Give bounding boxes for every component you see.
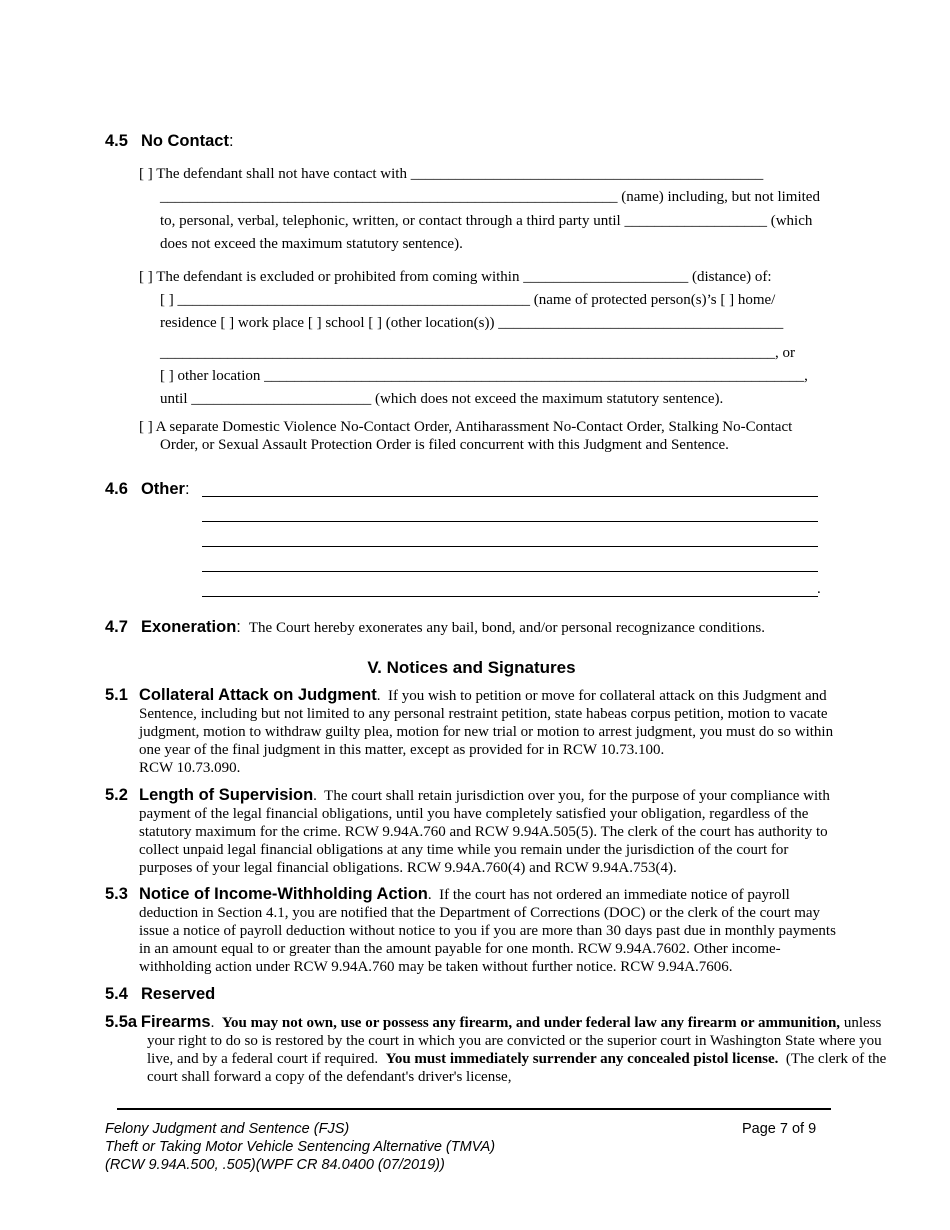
section-title: Length of Supervision (139, 786, 314, 804)
footer-line-3: (RCW 9.94A.500, .505)(WPF CR 84.0400 (07/2019)) (105, 1157, 445, 1173)
income-withholding-text: If the court has not ordered an immediate notice of payroll deduction in Section 4.1, you are notified that the Department of Corrections (DOC) or the clerk of the court may issue a notice of payroll deduction without notice to you if you are more than 30 days past due in monthly payments in an amount equal to or greater than the amount payable for one month. RCW 9.94A.7602. Other income-withholding action under RCW 9.94A.760 may be taken without further notice. RCW 9.94A.7606. (139, 887, 836, 975)
section-4-6-heading: 4.6 Other: (105, 480, 190, 498)
no-contact-line-4: does not exceed the maximum statutory sentence). (160, 236, 463, 252)
section-title: Reserved (140, 985, 216, 1003)
section-number: 5.5a (105, 1013, 138, 1031)
section-5-1-number: 5.1 (105, 686, 128, 704)
section-title: Firearms (140, 1013, 211, 1031)
section-5-3-body: Notice of Income-Withholding Action. If the court has not ordered an immediate notice of payroll deduction in Section 4.1, you are notified that the Department of Corrections (DOC) or the clerk of the court may issue a notice of payroll deduction without notice to you if you are more than 30 days past due in monthly payments in an amount equal to or greater than the amount payable for one month. RCW 9.94A.7602. Other income-withholding action under RCW 9.94A.760 may be taken without further notice. RCW 9.94A.7606. (139, 885, 836, 975)
firearms-text-2: (The clerk of the court shall forward a copy of the defendant's driver's license, (147, 1051, 887, 1085)
firearms-text-1: unless your right to do so is restored by the court in which you are convicted or the superior court in Washington State where you live, and by a federal court if required. (147, 1015, 882, 1067)
section-v-title: V. Notices and Signatures (367, 658, 576, 677)
exclusion-line-1: [ ] The defendant is excluded or prohibited from coming within ______________________ (distance) of: (139, 269, 772, 285)
section-title: No Contact (140, 132, 229, 150)
section-5-2-body: Length of Supervision. The court shall retain jurisdiction over you, for the purpose of your compliance with payment of the legal financial obligations, until you have completely satisfied your obligation, regardless of the statutory maximum for the crime. RCW 9.94A.760 and RCW 9.94A.505(5). The clerk of the court has authority to collect unpaid legal financial obligations at any time while you remain under the jurisdiction of the court for purposes of your legal financial obligations. RCW 9.94A.760(4) and RCW 9.94A.753(4). (139, 786, 830, 876)
no-contact-line-3: to, personal, verbal, telephonic, written, or contact through a third party until ___________________ (which (160, 213, 813, 229)
supervision-text: The court shall retain jurisdiction over you, for the purpose of your compliance with payment of the legal financial obligations, until you have completely satisfied your obligation, regardless of the statutory maximum for the crime. RCW 9.94A.760 and RCW 9.94A.505(5). The clerk of the court has authority to collect unpaid legal financial obligations at any time while you remain under the jurisdiction of the court for purposes of your legal financial obligations. RCW 9.94A.760(4) and RCW 9.94A.753(4). (139, 788, 830, 876)
other-blank-line-2 (202, 521, 818, 522)
no-contact-line-1: [ ] The defendant shall not have contact with _______________________________________________ (139, 166, 764, 182)
other-blank-line-4 (202, 571, 818, 572)
section-5-2-number: 5.2 (105, 786, 128, 804)
section-title: Collateral Attack on Judgment (139, 686, 377, 704)
page-number: Page 7 of 9 (742, 1121, 817, 1137)
collateral-attack-cite: RCW 10.73.090. (139, 760, 241, 776)
section-5-3-number: 5.3 (105, 885, 128, 903)
section-number: 4.7 (105, 618, 128, 636)
section-5-4-heading (105, 984, 215, 1004)
exclusion-line-6: until ________________________ (which does not exceed the maximum statutory sentence). (160, 391, 724, 407)
footer-line-2: Theft or Taking Motor Vehicle Sentencing Alternative (TMVA) (105, 1139, 496, 1155)
collateral-attack-text: If you wish to petition or move for collateral attack on this Judgment and Sentence, including but not limited to any personal restraint petition, state habeas corpus petition, motion to vacate judgment, motion to withdraw guilty plea, motion for new trial or motion to arrest judgment, you must do so within one year of the final judgment in this matter, except as provided for in RCW 10.73.100. (139, 688, 834, 758)
exclusion-line-2: [ ] _______________________________________________ (name of protected person(s)’s [ ] home/ (160, 292, 776, 308)
separate-order-line-2: Order, or Sexual Assault Protection Order is filed concurrent with this Judgment and Sentence. (160, 437, 729, 453)
other-blank-line-3 (202, 546, 818, 547)
other-period: . (817, 581, 821, 597)
section-number: 4.5 (105, 132, 128, 150)
section-4-7: 4.7 Exoneration: The Court hereby exonerates any bail, bond, and/or personal recognizance conditions. (105, 618, 765, 636)
other-blank-line-5 (202, 596, 818, 597)
section-title: Notice of Income-Withholding Action (139, 885, 428, 903)
exoneration-text: The Court hereby exonerates any bail, bond, and/or personal recognizance conditions. (248, 620, 765, 636)
section-number: 5.4 (105, 985, 128, 1003)
other-blank-line-1 (202, 496, 818, 497)
separate-order-line-1: [ ] A separate Domestic Violence No-Contact Order, Antiharassment No-Contact Order, Stalking No-Contact (139, 419, 793, 435)
footer-form-info (105, 1120, 495, 1174)
footer-divider (117, 1108, 831, 1110)
section-number: 4.6 (105, 480, 128, 498)
exclusion-line-3: residence [ ] work place [ ] school [ ] (other location(s)) ______________________________________ (160, 315, 784, 331)
section-5-5a: 5.5a Firearms. You may not own, use or possess any firearm, and under federal law any firearm or ammunition, unless your right to do so is restored by the court in which you are convicted or the superior court in Washington State where you live, and by a federal court if required. You must immediately surrender any concealed pistol license. (The clerk of the court shall forward a copy of the defendant's driver's license, (105, 1013, 887, 1085)
section-title: Exoneration (140, 618, 237, 636)
exclusion-line-4: __________________________________________________________________________________, or (160, 345, 795, 361)
section-4-5-heading: 4.5 No Contact: (105, 132, 234, 150)
firearms-bold-1: You may not own, use or possess any firearm, and under federal law any firearm or ammunition, (221, 1015, 841, 1031)
footer-line-1: Felony Judgment and Sentence (FJS) (105, 1121, 350, 1137)
firearms-bold-2: You must immediately surrender any concealed pistol license. (385, 1051, 779, 1067)
exclusion-line-5: [ ] other location ________________________________________________________________________, (160, 368, 808, 384)
no-contact-line-2: _____________________________________________________________ (name) including, but not limited (160, 189, 820, 205)
section-5-1-body: Collateral Attack on Judgment. If you wish to petition or move for collateral attack on this Judgment and Sentence, including but not limited to any personal restraint petition, state habeas corpus petition, motion to vacate judgment, motion to withdraw guilty plea, motion for new trial or motion to arrest judgment, you must do so within one year of the final judgment in this matter, except as provided for in RCW 10.73.100. RCW 10.73.090. (139, 686, 834, 776)
section-title: Other (140, 480, 185, 498)
